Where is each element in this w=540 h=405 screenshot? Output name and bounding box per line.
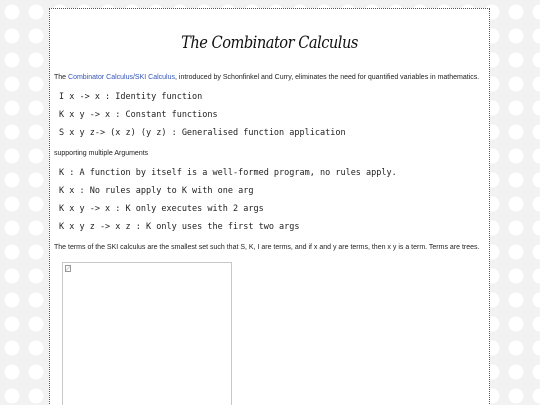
intro-suffix: , introduced by Schonfinkel and Curry, eliminates the need for quantified variables in mathematics. [175, 74, 480, 81]
rule-identity: I x -> x : Identity function [59, 92, 203, 102]
broken-image [62, 262, 232, 405]
page-title: The Combinator Calculus [181, 33, 358, 53]
example-k-three-args: K x y z -> x z : K only uses the first two args [59, 222, 300, 232]
intro-paragraph [54, 73, 489, 83]
content-panel [49, 8, 490, 405]
example-k-one-arg: K x : No rules apply to K with one arg [59, 186, 254, 196]
terms-paragraph: The terms of the SKI calculus are the smallest set such that S, K, I are terms, and if x and y are terms, then x y is a term. Terms are trees. [54, 244, 480, 251]
rule-constant: K x y -> x : Constant functions [59, 110, 218, 120]
broken-image-icon [65, 265, 71, 272]
combinator-calculus-link[interactable]: Combinator Calculus/SKI Calculus [68, 74, 176, 81]
multi-args-note: supporting multiple Arguments [54, 150, 149, 157]
example-k-alone: K : A function by itself is a well-formed program, no rules apply. [59, 168, 397, 178]
intro-prefix: The [54, 74, 69, 81]
rule-application: S x y z-> (x z) (y z) : Generalised function application [59, 128, 346, 138]
example-k-two-args: K x y -> x : K only executes with 2 args [59, 204, 264, 214]
